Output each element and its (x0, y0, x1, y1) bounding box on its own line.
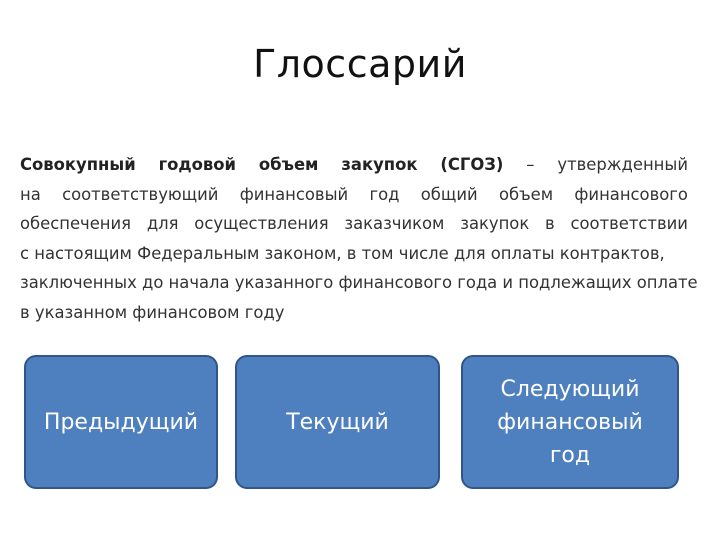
definition-word: осуществления (194, 214, 329, 234)
previous-year-box (24, 355, 218, 489)
slide-title: Глоссарий (253, 42, 467, 86)
definition-line-3 (20, 209, 688, 239)
definition-line-2 (20, 180, 688, 210)
definition-text: в указанном финансовом году (20, 302, 285, 322)
term-word: годовой (158, 155, 237, 174)
definition-word: для (146, 214, 179, 234)
definition-line-4 (20, 239, 688, 269)
definition-word: закупок (460, 214, 530, 234)
definition-line-1 (20, 150, 688, 180)
definition-word: финансового (574, 184, 688, 204)
definition-word: соответствии (570, 214, 688, 234)
definition-word: утвержденный (557, 155, 688, 174)
current-year-box (235, 355, 440, 489)
previous-year-label: Предыдущий (43, 409, 199, 435)
definition-word: обеспечения (20, 214, 132, 234)
term-word: (СГОЗ) (440, 155, 504, 174)
definition-word: в (545, 214, 555, 234)
term-word: объем (258, 155, 319, 174)
definition-word: – (526, 155, 535, 174)
definition-text: с настоящим Федеральным законом, в том числе для оплаты контрактов, (20, 243, 665, 263)
definition-word: год (369, 184, 400, 204)
definition-word: общий (420, 184, 478, 204)
glossary-definition (20, 150, 698, 328)
current-year-label: Текущий (286, 409, 389, 435)
definition-text: заключенных до начала указанного финансового года и подлежащих оплате (20, 273, 698, 293)
definition-line-5 (20, 268, 698, 298)
definition-word: финансовый (239, 184, 349, 204)
next-financial-year-box (461, 355, 679, 489)
next-financial-year-label: Следующий финансовый год (497, 376, 643, 468)
definition-line-6 (20, 298, 688, 328)
term-word: закупок (341, 155, 418, 174)
definition-word: на (20, 184, 41, 204)
definition-word: объем (498, 184, 554, 204)
definition-word: заказчиком (344, 214, 445, 234)
term-word: Совокупный (20, 155, 136, 174)
definition-word: соответствующий (62, 184, 219, 204)
